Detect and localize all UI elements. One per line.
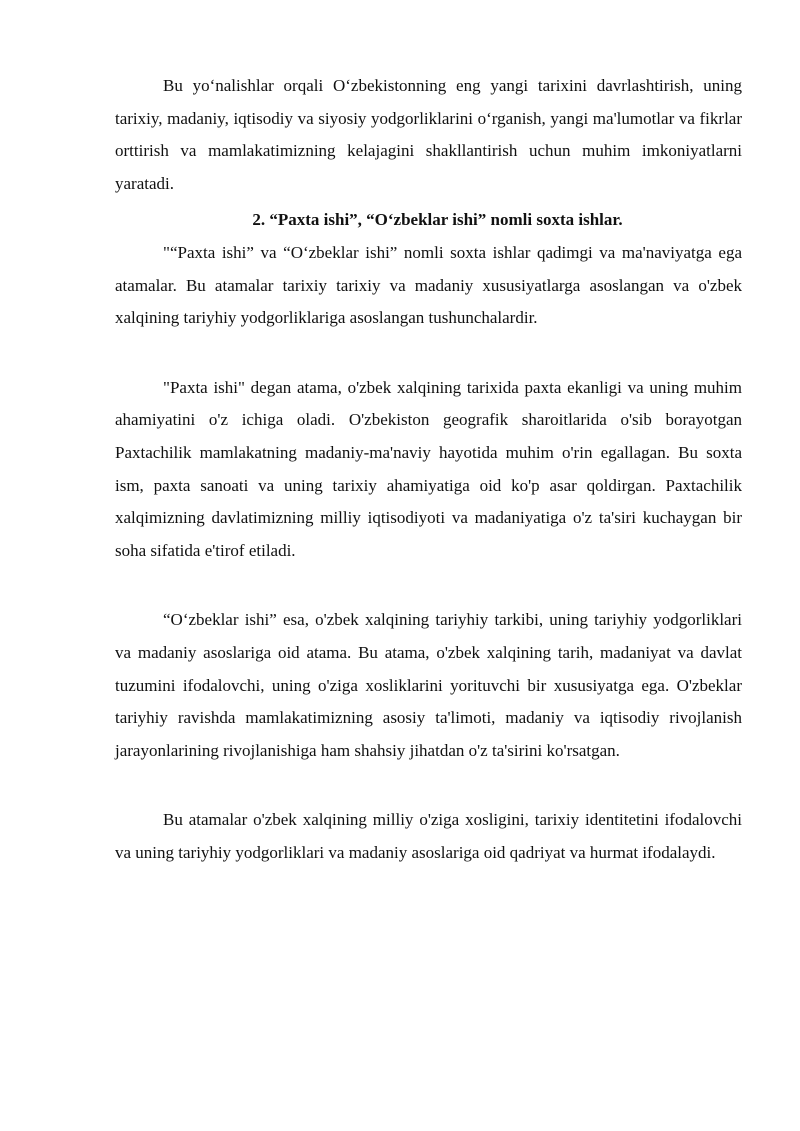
paragraph-paxta-ishi: "Paxta ishi" degan atama, o'zbek xalqining tarixida paxta ekanligi va uning muhim ahamiyatini o'z ichiga oladi. O'zbekiston geografik sharoitlarida o'sib borayotgan Paxtachilik mamlakatning madaniy-ma'naviy hayotida muhim o'rin egallagan. Bu soxta ism, paxta sanoati va uning tarixiy ahamiyatiga oid ko'p asar qoldirgan. Paxtachilik xalqimizning davlatimizning milliy iqtisodiyoti va madaniyatiga o'z ta'siri kuchaygan bir soha sifatida e'tirof etiladi. bbox=[115, 377, 742, 560]
spacer bbox=[115, 767, 742, 804]
paragraph-terms: "“Paxta ishi” va “O‘zbeklar ishi” nomli soxta ishlar qadimgi va ma'naviyatga ega atamalar. Bu atamalar tarixiy tarixiy va madaniy xususiyatlarga asoslangan va o'zbek xalqining tariyhiy yodgorliklariga asoslangan tushunchalardir. bbox=[115, 242, 742, 328]
section-heading: 2. “Paxta ishi”, “O‘zbeklar ishi” nomli soxta ishlar. bbox=[252, 210, 623, 230]
paragraph-intro: Bu yo‘nalishlar orqali O‘zbekistonning eng yangi tarixini davrlashtirish, uning tarixiy, madaniy, iqtisodiy va siyosiy yodgorliklarini o‘rganish, yangi ma'lumotlar va fikrlar orttirish va mamlakatimizning kelajagini shakllantirish uchun muhim imkoniyatlarni yaratadi. bbox=[115, 76, 742, 193]
document-page bbox=[115, 70, 742, 869]
paragraph-ozbeklar-ishi: “O‘zbeklar ishi” esa, o'zbek xalqining tariyhiy tarkibi, uning tariyhiy yodgorliklari va madaniy asoslariga oid atama. Bu atama, o'zbek xalqining tarih, madaniyat va davlat tuzumini ifodalovchi, uning o'ziga xosliklarini yorituvchi bir xususiyatga ega. O'zbeklar tariyhiy ravishda mamlakatimizning asosiy ta'limoti, madaniy va iqtisodiy rivojlanish jarayonlarining rivojlanishiga ham shahsiy jihatdan o'z ta'sirini ko'rsatgan. bbox=[115, 610, 742, 760]
spacer bbox=[115, 567, 742, 604]
spacer bbox=[115, 335, 742, 372]
paragraph-conclusion: Bu atamalar o'zbek xalqining milliy o'ziga xosligini, tarixiy identitetini ifodalovchi va uning tariyhiy yodgorliklari va madaniy asoslariga oid qadriyat va hurmat ifodalaydi. bbox=[115, 810, 742, 862]
